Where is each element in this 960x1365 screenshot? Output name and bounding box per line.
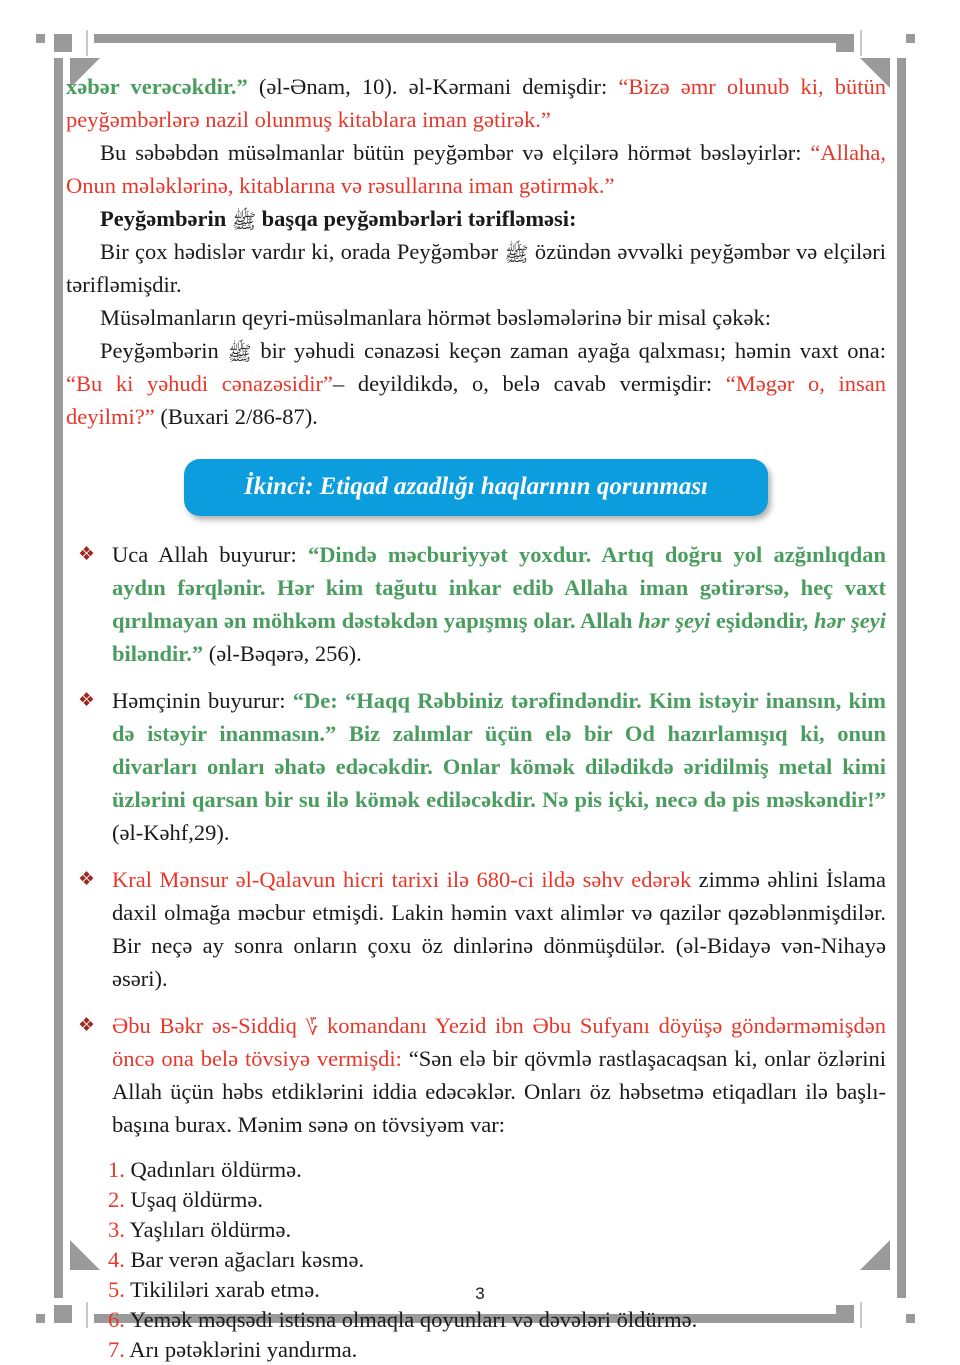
bullet-lead-black: Həmçinin buyurur:	[112, 688, 293, 713]
list-text: Bar verən ağacları kəsmə.	[130, 1247, 365, 1272]
paragraph-continuation	[66, 70, 886, 136]
paragraph-muslims-respect-text: Bu səbəbdən müsəlmanlar bütün peyğəmbər və elçilərə hörmət bəsləyirlər:	[100, 140, 802, 165]
bullet-quran-baqara	[112, 538, 886, 670]
list-text: Yaşlıları öldürmə.	[129, 1217, 292, 1242]
citation-bukhari: (Buxari 2/86-87).	[154, 404, 318, 429]
list-item	[66, 538, 886, 670]
numbered-list-item	[108, 1245, 886, 1275]
list-number: 7.	[108, 1337, 125, 1362]
quote-green-italic-1: hər şeyi	[638, 608, 711, 633]
bullet-lead-black: Uca Allah buyurur:	[112, 542, 308, 567]
diamond-bullet-icon: ❖	[78, 1014, 96, 1036]
sallallahu-alayhi-wasallam-icon: ﷺ	[504, 242, 529, 266]
quote-red-jewish-funeral: “Bu ki yəhudi cənazəsidir”	[66, 371, 333, 396]
list-number: 1.	[108, 1157, 125, 1182]
frame-square-top-right	[836, 34, 854, 52]
list-item	[66, 863, 886, 995]
bullet-lead-red: Kral Mənsur əl-Qalavun hicri tarixi ilə 680-ci ildə səhv edərək	[112, 867, 692, 892]
paragraph-hadiths	[66, 235, 886, 301]
frame-rule-top	[94, 34, 854, 43]
radiyallahu-anhu-icon: ؆	[305, 1016, 319, 1040]
quote-red-iman: “Allaha, Onun mələklərinə, kitablarına və rəsullarına iman gətirmək.”	[66, 140, 887, 198]
section-banner-wrapper	[66, 459, 886, 516]
paragraph-example-intro: Müsəlmanların qeyri-müsəlmanlara hörmət bəsləmələrinə bir misal çəkək:	[100, 305, 772, 330]
numbered-list-item	[108, 1185, 886, 1215]
list-item	[66, 684, 886, 849]
page-number: 3	[475, 1284, 485, 1303]
frame-hairline-top-left	[86, 30, 88, 56]
quote-green-kahf: “De: “Haqq Rəbbiniz tərəfindəndir. Kim istəyir inansın, kim də istəyir inanmasın.” Biz zalımlar üçün elə bir Od hazırlamışıq ki, onun divarları onları əhatə edəcəkdir. Onlar kömək dilədikdə əridilmiş metal kimi üzlərini qarsan bir su ilə kömək ediləcəkdir. Nə pis içki, necə də pis məskəndir!”	[112, 688, 886, 812]
list-number: 6.	[108, 1307, 125, 1332]
edge-tick-bottom-left	[36, 1314, 45, 1323]
numbered-list-item	[108, 1305, 886, 1335]
list-text: Uşaq öldürmə.	[130, 1187, 263, 1212]
numbered-list-item	[108, 1335, 886, 1365]
quote-green-part1: “Dində məcburiyyət yoxdur. Artıq doğru yol azğınlıqdan aydın fərqlənir. Hər kim tağutu inkar edib Allaha iman gətirərsə, heç vaxt qırılmayan ən möhkəm dəstəkdən yapışmış olar. Allah	[112, 542, 886, 633]
quote-green-part2: eşidəndir,	[710, 608, 814, 633]
paragraph-hadiths-text-a: Bir çox hədislər vardır ki, orada Peyğəmbər	[100, 239, 499, 264]
page-content	[66, 70, 886, 1365]
list-text: Tikililəri xarab etmə.	[130, 1277, 320, 1302]
quote-red-is-he-not-human: “Məgər o, insan deyilmi?”	[66, 371, 886, 429]
paragraph-jewish-funeral	[66, 334, 886, 433]
bullet-lead-red-a: Əbu Bəkr əs-Siddiq	[112, 1013, 297, 1038]
quote-green-fragment: xəbər verəcəkdir.”	[66, 74, 248, 99]
citation-kahf: (əl-Kəhf,29).	[112, 820, 230, 845]
bullet-body-black: “Sən elə bir qövmlə rastlaşacaqsan ki, onlar özlərini Allah üçün həbs etdiklərini iddia edəcəklər. Onları öz həbsetmə etiqadları ilə başlı-başına burax. Mənim sənə on tövsiyəm var:	[112, 1046, 887, 1137]
sallallahu-alayhi-wasallam-icon: ﷺ	[227, 341, 252, 365]
bullet-quran-kahf	[112, 684, 886, 849]
edge-tick-top-left	[36, 34, 45, 43]
subheading-text-a: Peyğəmbərin	[100, 206, 227, 231]
list-text: Yemək məqsədi istisna olmaqla qoyunları və dəvələri öldürmə.	[129, 1307, 698, 1332]
list-item	[66, 1009, 886, 1141]
bullet-kral-mansur	[112, 863, 886, 995]
edge-tick-bottom-right	[906, 1314, 915, 1323]
citation-baqara: (əl-Bəqərə, 256).	[203, 641, 362, 666]
paragraph-jewish-funeral-b: bir yəhudi cənazəsi keçən zaman ayağa qalxması; həmin vaxt ona:	[260, 338, 886, 363]
list-number: 2.	[108, 1187, 125, 1212]
numbered-advice-list	[66, 1155, 886, 1365]
diamond-bullet-icon: ❖	[78, 689, 96, 711]
numbered-list-item	[108, 1215, 886, 1245]
paragraph-jewish-funeral-c: – deyildikdə, o, belə cavab vermişdir:	[332, 371, 726, 396]
list-text: Arı pətəklərini yandırma.	[129, 1337, 358, 1362]
citation-anam: (əl-Ənam, 10). əl-Kərmani demişdir:	[247, 74, 619, 99]
list-number: 5.	[108, 1277, 125, 1302]
quote-red-kermani: “Bizə əmr olunub ki, bütün peyğəmbərlərə nazil olunmuş kitablara iman gətirək.”	[66, 74, 887, 132]
bullet-abu-bakr	[112, 1009, 886, 1141]
list-text: Qadınları öldürmə.	[130, 1157, 302, 1182]
list-number: 3.	[108, 1217, 125, 1242]
frame-square-top-left	[54, 34, 72, 52]
bullet-body-black: zimmə əhlini İslama daxil olmağa məcbur etmişdi. Lakin həmin vaxt alimlər və qazilər qəzəblənmişdilər. Bir neçə ay sonra onların çoxu öz dinlərinə dönmüşdülər. (əl-Bidayə vən-Nihayə əsəri).	[112, 867, 886, 991]
paragraph-hadiths-text-b: özündən əvvəlki peyğəmbər və elçiləri tərifləmişdir.	[66, 239, 887, 297]
subheading-text-b: başqa peyğəmbərləri tərifləməsi:	[261, 206, 577, 231]
section-banner-heading: İkinci: Etiqad azadlığı haqlarının qorunması	[184, 459, 768, 516]
paragraph-muslims-respect	[66, 136, 886, 202]
edge-tick-top-right	[906, 34, 915, 43]
quote-green-italic-2: hər şeyi	[813, 608, 886, 633]
frame-rule-right	[897, 58, 906, 1298]
diamond-bullet-icon: ❖	[78, 868, 96, 890]
frame-rule-left	[54, 58, 63, 1298]
subheading-prophet-praise	[66, 202, 886, 235]
numbered-list-item	[108, 1155, 886, 1185]
diamond-bullet-icon: ❖	[78, 543, 96, 565]
bullet-lead-red-b: komandanı Yezid ibn Əbu Sufyanı döyüşə göndərməmişdən öncə ona belə tövsiyə vermişdi:	[112, 1013, 887, 1071]
frame-hairline-top-right	[860, 30, 862, 56]
paragraph-jewish-funeral-a: Peyğəmbərin	[100, 338, 219, 363]
quote-green-part3: biləndir.”	[112, 641, 204, 666]
list-number: 4.	[108, 1247, 125, 1272]
sallallahu-alayhi-wasallam-icon: ﷺ	[231, 209, 257, 233]
